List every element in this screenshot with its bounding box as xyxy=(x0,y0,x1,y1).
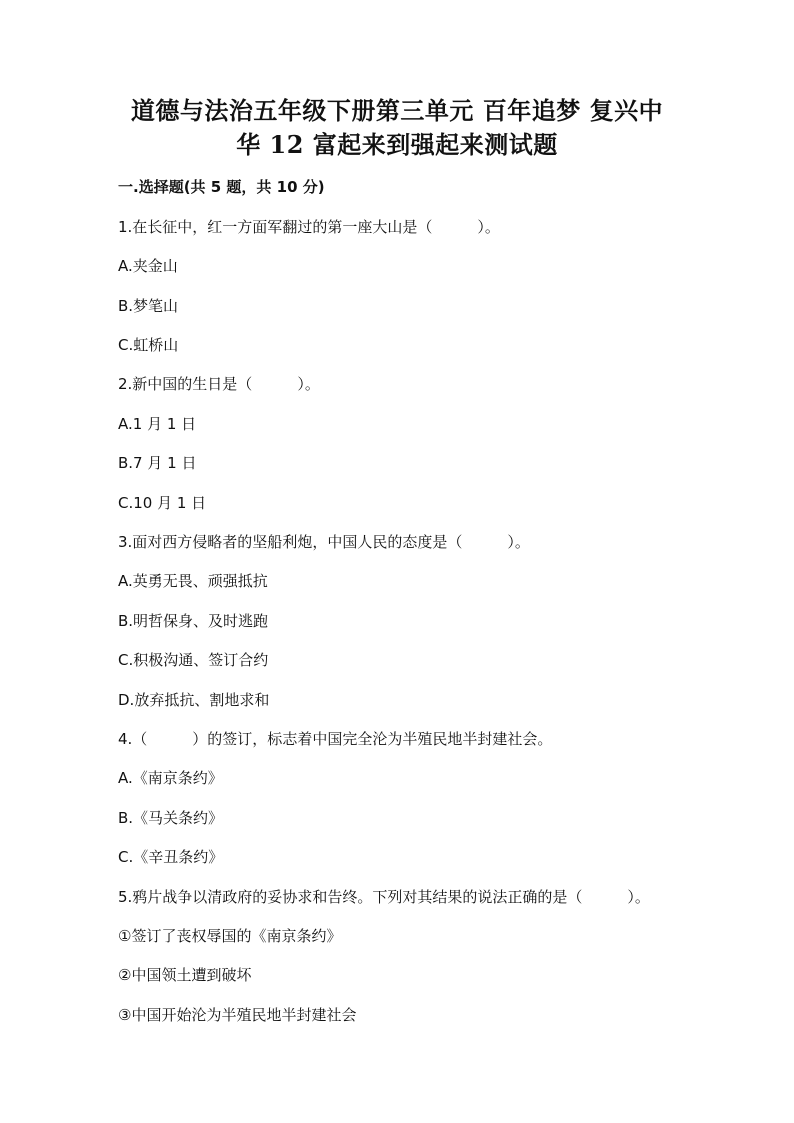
question-3-stem: 3.面对西方侵略者的坚船利炮，中国人民的态度是（ ）。 xyxy=(118,533,530,551)
question-2-option-b: B.7 月 1 日 xyxy=(118,454,197,472)
question-1-option-c: C.虹桥山 xyxy=(118,336,179,354)
question-5-stem: 5.鸦片战争以清政府的妥协求和告终。下列对其结果的说法正确的是（ ）。 xyxy=(118,888,650,906)
section-heading: 一.选择题(共 5 题，共 10 分) xyxy=(118,178,325,196)
question-3-option-c: C.积极沟通、签订合约 xyxy=(118,651,269,669)
document-title-line-1: 道德与法治五年级下册第三单元 百年追梦 复兴中 xyxy=(130,96,664,125)
question-4-option-a: A.《南京条约》 xyxy=(118,769,223,787)
question-5-statement-2: ②中国领土遭到破坏 xyxy=(118,966,252,984)
question-3-option-b: B.明哲保身、及时逃跑 xyxy=(118,612,269,630)
question-3-option-d: D.放弃抵抗、割地求和 xyxy=(118,691,270,709)
question-2-stem: 2.新中国的生日是（ ）。 xyxy=(118,375,320,393)
question-1-stem: 1.在长征中，红一方面军翻过的第一座大山是（ ）。 xyxy=(118,218,500,236)
question-1-option-b: B.梦笔山 xyxy=(118,297,179,315)
question-5-statement-1: ①签订了丧权辱国的《南京条约》 xyxy=(118,927,342,945)
question-1-option-a: A.夹金山 xyxy=(118,257,178,275)
question-3-option-a: A.英勇无畏、顽强抵抗 xyxy=(118,572,268,590)
question-4-option-b: B.《马关条约》 xyxy=(118,809,224,827)
question-4-option-c: C.《辛丑条约》 xyxy=(118,848,224,866)
question-5-statement-3: ③中国开始沦为半殖民地半封建社会 xyxy=(118,1006,357,1024)
question-4-stem: 4.（ ）的签订，标志着中国完全沦为半殖民地半封建社会。 xyxy=(118,730,553,748)
question-2-option-a: A.1 月 1 日 xyxy=(118,415,197,433)
document-title-line-2: 华 12 富起来到强起来测试题 xyxy=(236,130,558,159)
question-2-option-c: C.10 月 1 日 xyxy=(118,494,207,512)
